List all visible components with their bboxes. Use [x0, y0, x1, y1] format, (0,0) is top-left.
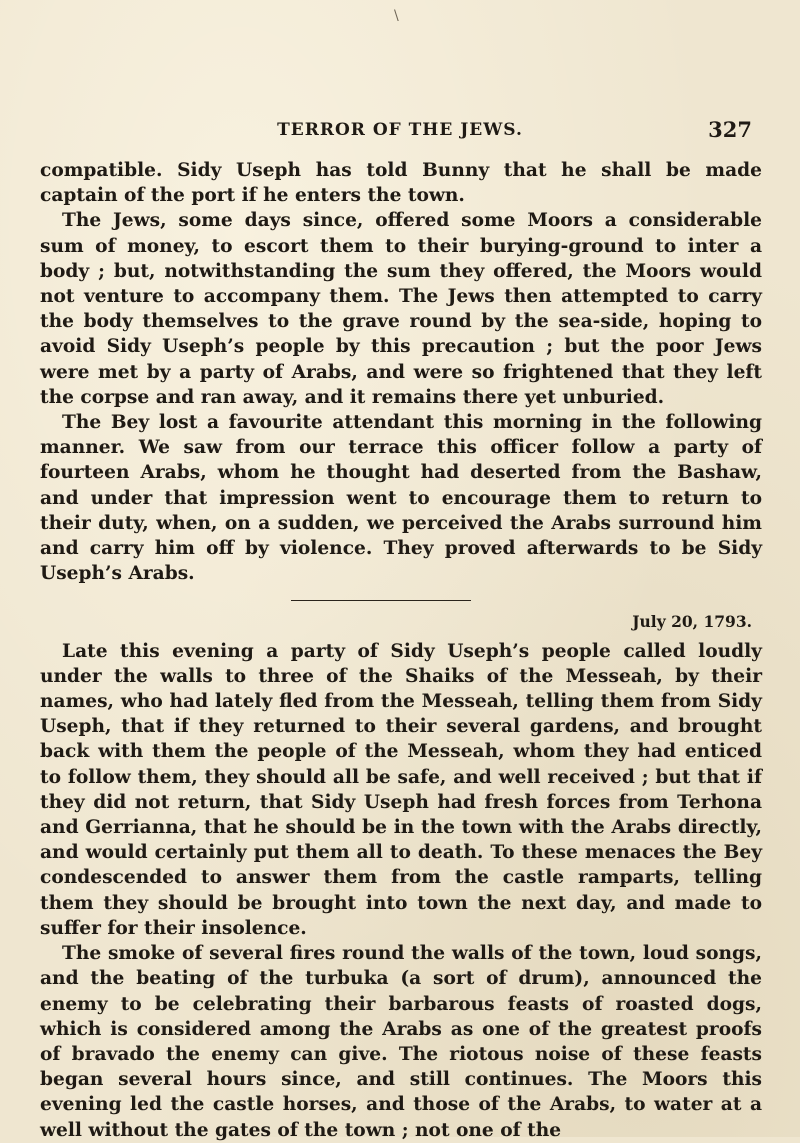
paragraph: compatible. Sidy Useph has told Bunny that he shall be made captain of the port if he enters the town.	[40, 160, 762, 207]
running-title: TERROR OF THE JEWS.	[277, 120, 523, 140]
stray-mark: \	[394, 8, 399, 24]
paragraph: The smoke of several fires round the walls of the town, loud songs, and the beating of the turbuka (a sort of drum), announced the enemy to be celebrating their barbarous feasts of roasted dogs, which is considered among the Arabs as one of the greatest proofs of bravado the enemy can give. The riotous noise of these feasts began several hours since, and still continues. The Moors this evening led the castle horses, and those of the Arabs, to water at a well without the gates of the town ; not one of the	[40, 943, 762, 1141]
dateline: July 20, 1793.	[632, 612, 752, 632]
section-divider	[291, 600, 471, 601]
paragraph: Late this evening a party of Sidy Useph’s people called loudly under the walls to three of the Shaiks of the Messeah, by their names, who had lately fled from the Messeah, telling them from Sidy Useph, that if they returned to their several gardens, and brought back with them the people of the Messeah, whom they had enticed to follow them, they should all be safe, and well received ; but that if they did not return, that Sidy Useph had fresh forces from Terhona and Gerrianna, that he should be in the town with the Arabs directly, and would certainly put them all to death. To these menaces the Bey condescended to answer them from the castle ramparts, telling them they should be brought into town the next day, and made to suffer for their insolence.	[40, 640, 762, 939]
paragraph: The Jews, some days since, offered some Moors a considerable sum of money, to escort them to their burying-ground to inter a body ; but, notwithstanding the sum they offered, the Moors would not venture to accompany them. The Jews then attempted to carry the body themselves to the grave round by the sea-side, hoping to avoid Sidy Useph’s people by this precaution ; but the poor Jews were met by a party of Arabs, and were so frightened that they left the corpse and ran away, and it remains there yet unburied.	[40, 210, 762, 408]
page-number: 327	[708, 117, 752, 142]
page-header	[0, 117, 800, 146]
body-text	[40, 158, 762, 1143]
paragraph: The Bey lost a favourite attendant this morning in the following manner. We saw from our terrace this officer follow a party of fourteen Arabs, whom he thought had deserted from the Bashaw, and under that impression went to encourage them to return to their duty, when, on a sudden, we perceived the Arabs surround him and carry him off by violence. They proved afterwards to be Sidy Useph’s Arabs.	[40, 412, 762, 585]
